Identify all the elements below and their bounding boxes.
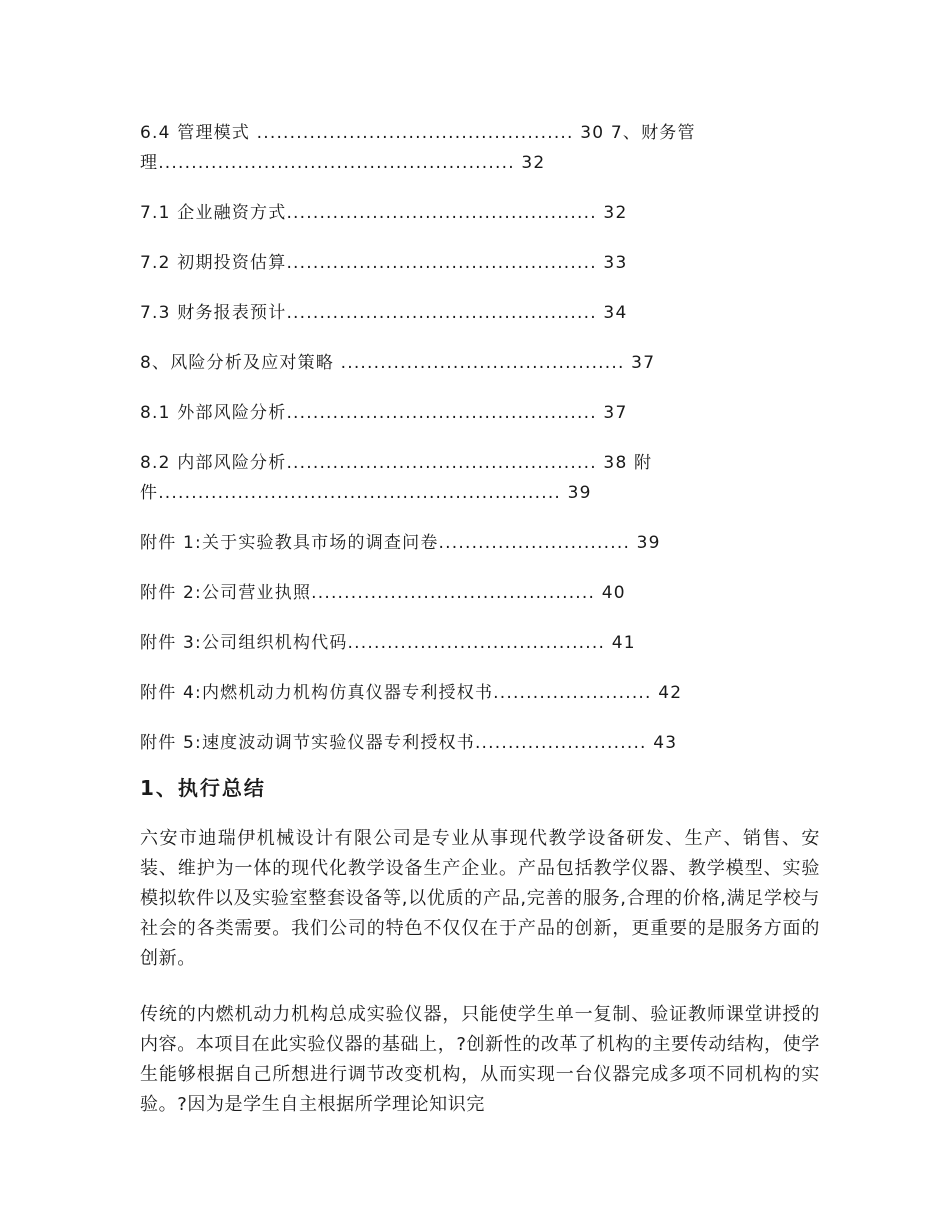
toc-entry-6-4[interactable] [140,118,820,178]
toc-line: 附件 2:公司营业执照........................................... 40 [140,583,626,603]
paragraph-company-intro [140,824,820,974]
toc-entry-appendix-1[interactable] [140,528,820,558]
toc-line: 件............................................................. 39 [140,483,592,503]
toc-entry-8-2[interactable] [140,448,820,508]
toc-line: 7.1 企业融资方式............................................... 32 [140,203,628,223]
paragraph-text: 传统的内燃机动力机构总成实验仪器，只能使学生单一复制、验证教师课堂讲授的内容。本项目在此实验仪器的基础上，?创新性的改革了机构的主要传动结构，使学生能够根据自己所想进行调节改变机构，从而实现一台仪器完成多项不同机构的实验。?因为是学生自主根据所学理论知识完 [140,1004,820,1115]
toc-line: 8.1 外部风险分析............................................... 37 [140,403,628,423]
toc-entry-8-1[interactable] [140,398,820,428]
toc-entry-7-2[interactable] [140,248,820,278]
toc-line: 附件 5:速度波动调节实验仪器专利授权书.......................... 43 [140,733,678,753]
toc-line: 8.2 内部风险分析............................................... 38 附 [140,453,653,473]
toc-line: 6.4 管理模式 ................................................ 30 7、财务管 [140,123,696,143]
toc-line: 理...................................................... 32 [140,153,546,173]
toc-entry-appendix-3[interactable] [140,628,820,658]
toc-line: 7.2 初期投资估算............................................... 33 [140,253,628,273]
section-heading: 1、执行总结 [140,776,266,800]
toc-line: 附件 1:关于实验教具市场的调查问卷............................. 39 [140,533,661,553]
toc-entry-appendix-5[interactable] [140,728,820,758]
toc-line: 附件 4:内燃机动力机构仿真仪器专利授权书........................ 42 [140,683,683,703]
toc-entry-appendix-2[interactable] [140,578,820,608]
paragraph-product-intro [140,1000,820,1120]
table-of-contents [140,118,820,758]
paragraph-text: 六安市迪瑞伊机械设计有限公司是专业从事现代教学设备研发、生产、销售、安装、维护为一体的现代化教学设备生产企业。产品包括教学仪器、教学模型、实验模拟软件以及实验室整套设备等,以优质的产品,完善的服务,合理的价格,满足学校与社会的各类需要。我们公司的特色不仅仅在于产品的创新，更重要的是服务方面的创新。 [140,828,820,969]
toc-entry-8[interactable] [140,348,820,378]
toc-entry-appendix-4[interactable] [140,678,820,708]
toc-line: 附件 3:公司组织机构代码....................................... 41 [140,633,636,653]
toc-entry-7-1[interactable] [140,198,820,228]
toc-line: 8、风险分析及应对策略 ........................................... 37 [140,353,656,373]
toc-line: 7.3 财务报表预计............................................... 34 [140,303,628,323]
toc-entry-7-3[interactable] [140,298,820,328]
